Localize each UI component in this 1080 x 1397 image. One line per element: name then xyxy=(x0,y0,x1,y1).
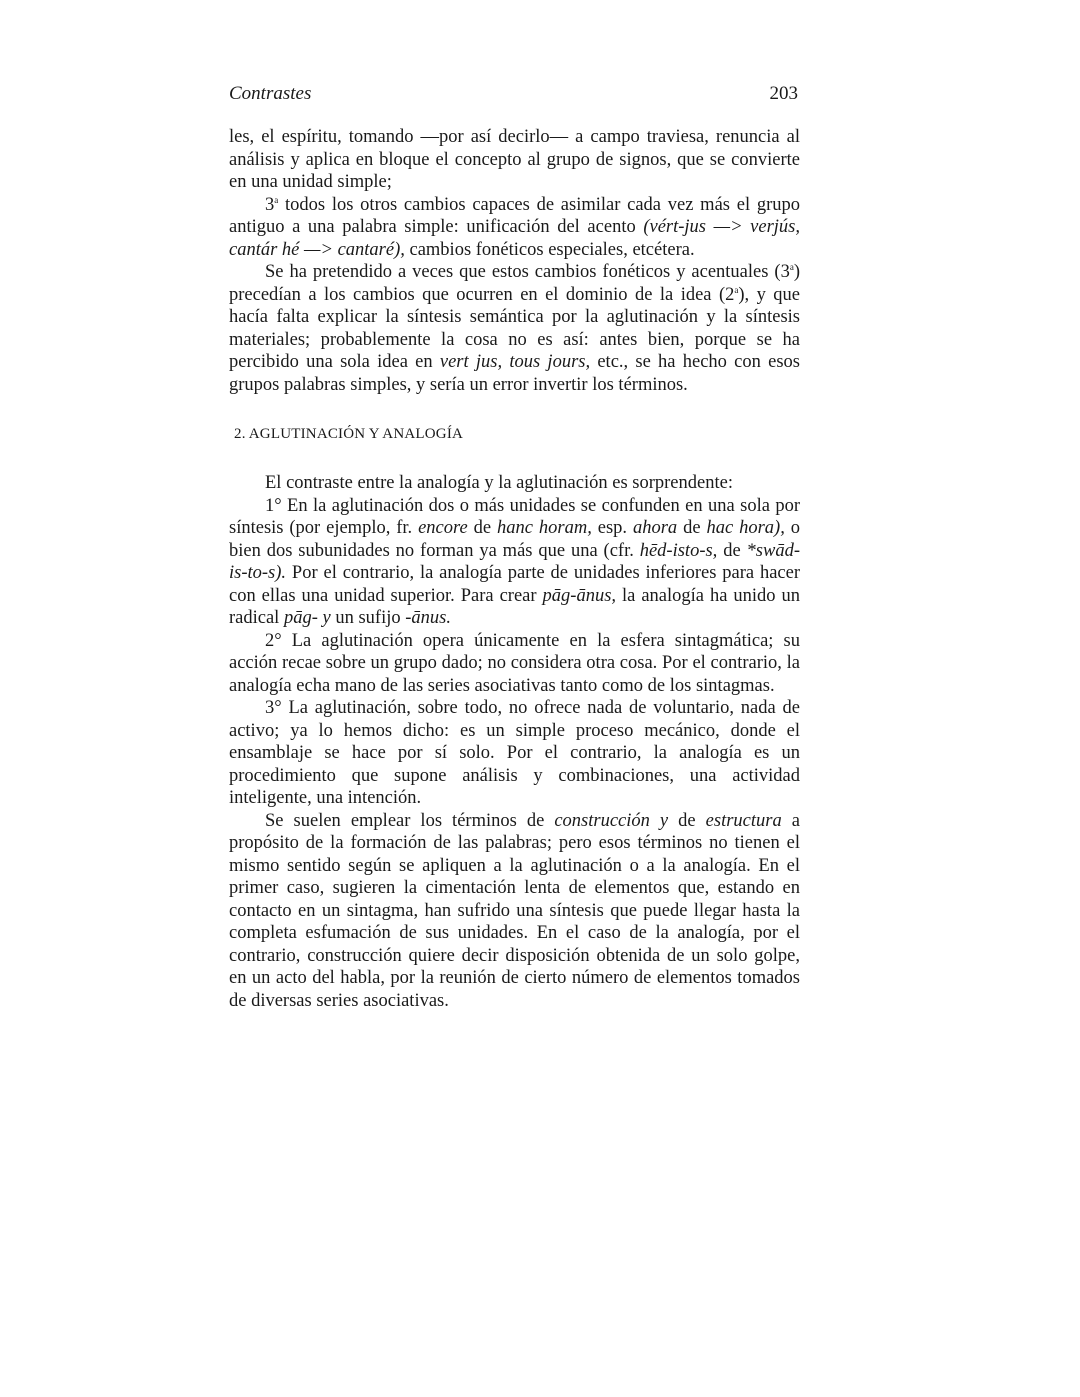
example-term: -ānus. xyxy=(405,608,451,628)
running-head xyxy=(229,80,800,108)
paragraph: 2° La aglutinación opera únicamente en la esfera sintagmática; su acción recae sobre un grupo dado; no considera otra cosa. Por el contrario, la analogía echa mano de las series asociativas tanto como de los sintagmas. xyxy=(229,630,800,696)
paragraph: El contraste entre la analogía y la aglutinación es sorprendente: xyxy=(265,473,733,493)
section-heading: 2. AGLUTINACIÓN Y ANALOGÍA xyxy=(234,426,464,442)
paragraph: Se ha pretendido a veces que estos cambios fonéticos y acentuales (3$^a$) precedían a los cambios que ocurren en el dominio de la idea (2$^a$), y que hacía falta explicar la síntesis semántica por la aglutinación y la síntesis materiales; probablemente la cosa no es así: antes bien, porque se ha percibido una sola idea en vert jus, tous jours, etc., se ha hecho con esos grupos palabras simples, y sería un error invertir los términos. xyxy=(229,262,801,395)
paragraph: les, el espíritu, tomando —por así decirlo— a campo traviesa, renuncia al análisis y aplica en bloque el concepto al grupo de signos, que se convierte en una unidad simple; xyxy=(229,127,800,192)
example-term: (vért-jus —> verjús, cantár hé —> cantaré), xyxy=(229,217,800,260)
paragraph: Se suelen emplear los términos de construcción y de estructura a propósito de la formación de las palabras; pero esos términos no tienen el mismo sentido según se apliquen a la aglutinación o a la analogía. En el primer caso, sugieren la cimentación lenta de elementos que, estando en contacto en un sintagma, han sufrido una síntesis que puede llegar hasta la completa esfumación de sus unidades. En el caso de la analogía, por el contrario, construcción quiere decir disposición obtenida de un solo golpe, en un acto del habla, por la reunión de cierto número de elementos tomados de diversas series asociativas. xyxy=(229,810,800,1011)
example-term: hac hora), xyxy=(706,518,785,538)
paragraph: 3$^a$ todos los otros cambios capaces de asimilar cada vez más el grupo antiguo a una palabra simple: unificación del acento (vért-jus —> verjús, cantár hé —> cantaré), cambios fonéticos especiales, etcétera. xyxy=(229,194,800,260)
example-term: ahora xyxy=(632,518,678,538)
example-term: construcción y xyxy=(554,810,669,831)
example-term: encore xyxy=(418,518,468,538)
example-term: hēd-isto-s, xyxy=(639,540,718,561)
example-term: pāg-ānus, xyxy=(542,585,617,606)
example-term: estructura xyxy=(705,810,782,831)
paragraph: 3° La aglutinación, sobre todo, no ofrece nada de voluntario, nada de activo; ya lo hemos dicho: es un simple proceso mecánico, donde el ensamblaje se hace por sí solo. Por el contrario, la analogía es un procedimiento que supone análisis y combinaciones, una actividad inteligente, una intención. xyxy=(229,698,800,808)
book-page xyxy=(229,80,800,1012)
running-title: Contrastes xyxy=(229,83,312,104)
page-number: 203 xyxy=(769,83,798,104)
example-term: vert jus, tous jours, xyxy=(439,352,591,372)
body-text xyxy=(229,126,800,1012)
example-term: hanc horam, xyxy=(497,518,592,538)
paragraph: 1° En la aglutinación dos o más unidades se confunden en una sola por síntesis (por ejemplo, fr. encore de hanc horam, esp. ahora de hac hora), o bien dos subunidades no forman ya más que una (cfr. hēd-isto-s, de *swād-is-to-s). Por el contrario, la analogía parte de unidades inferiores para hacer con ellas una unidad superior. Para crear pāg-ānus, la analogía ha unido un radical pāg- y un sufijo -ānus. xyxy=(229,495,800,628)
example-term: *swād-is-to-s). xyxy=(229,540,800,583)
example-term: pāg- y xyxy=(283,608,331,628)
